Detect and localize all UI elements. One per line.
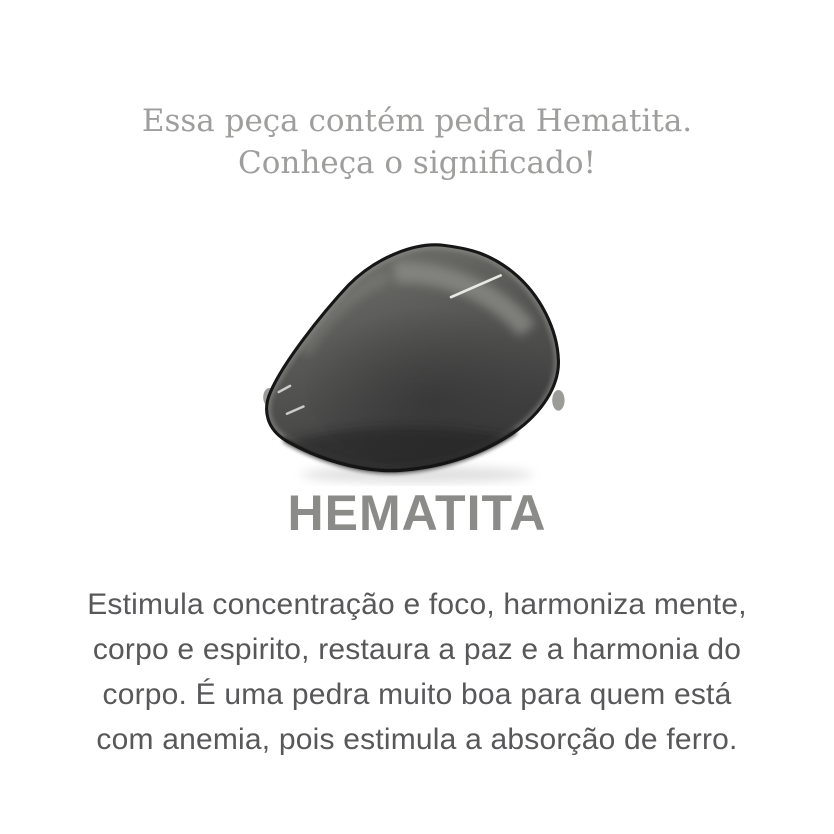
description-line-2: corpo e espirito, restaura a paz e a harmonia do xyxy=(92,633,742,666)
intro-text xyxy=(142,100,692,184)
hematita-stone-image xyxy=(262,229,572,486)
stone-description xyxy=(87,582,747,762)
description-line-1: Estimula concentração e foco, harmoniza mente, xyxy=(87,588,747,621)
stone-name-heading: HEMATITA xyxy=(287,485,547,541)
intro-line-1: Essa peça contém pedra Hematita. xyxy=(141,103,693,139)
stone-illustration xyxy=(262,229,572,486)
description-line-4: com anemia, pois estimula a absorção de ferro. xyxy=(96,723,738,756)
description-line-3: corpo. É uma pedra muito boa para quem está xyxy=(102,678,732,711)
intro-line-2: Conheça o significado! xyxy=(238,145,596,181)
